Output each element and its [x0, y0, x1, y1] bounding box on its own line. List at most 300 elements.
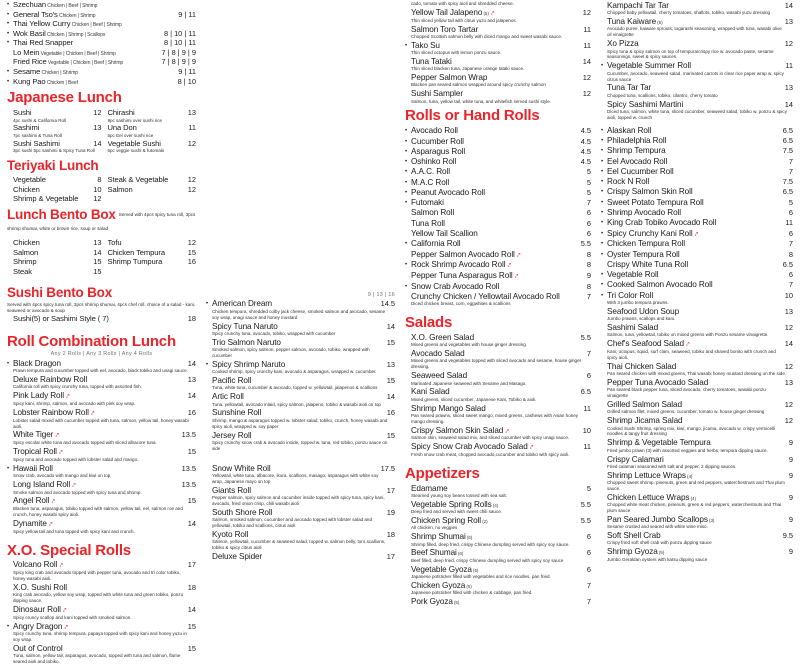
item-price: 12 — [784, 323, 793, 333]
item-description: Cucumber, avocado, seaweed salad, marinated carrots in clear rice paper wrap w. spicy citrus sauce — [607, 70, 784, 82]
item-name: Seafood Udon Soup — [607, 306, 680, 316]
menu-item[interactable] — [206, 486, 395, 495]
menu-item[interactable] — [206, 464, 395, 473]
spicy-icon: ⤤ — [91, 410, 95, 417]
menu-item[interactable] — [405, 260, 591, 270]
menu-item[interactable] — [601, 307, 793, 316]
item-name: Crispy Salmon Skin Salad ⤤ — [411, 425, 509, 435]
item-bullet: • — [405, 262, 408, 269]
menu-item[interactable] — [206, 530, 395, 539]
menu-item[interactable] — [7, 124, 102, 133]
menu-item[interactable] — [601, 100, 793, 109]
item-name: Tuna Tar Tar — [607, 83, 652, 93]
menu-item[interactable] — [7, 140, 102, 149]
item-description: Avocado puree, kaiware sprouts, togarashi seasoning, wrapped with tuna, wasabi olive oil vinaigrette — [607, 26, 782, 38]
spicy-icon: ⤤ — [490, 10, 495, 17]
menu-item[interactable] — [601, 416, 793, 425]
menu-item[interactable] — [206, 338, 395, 347]
menu-item[interactable] — [7, 560, 196, 570]
item-price: 7 — [788, 166, 793, 176]
item-price: 6 — [586, 208, 592, 218]
menu-item[interactable] — [601, 400, 793, 409]
item-description: Chopped white meat chicken, pinenuts, green & red peppers, waterchestnuts and Thai plum sauce — [607, 502, 782, 513]
item-price: 12 — [784, 400, 793, 410]
item-name: Snow Crab Avocado Roll — [411, 281, 500, 291]
menu-item[interactable] — [601, 208, 793, 217]
item-description: Shrimp filled, deep fried, crispy Chinese dumpling served with spicy soy sauce. — [411, 541, 570, 547]
menu-item[interactable] — [206, 322, 395, 331]
item-description: Chopped baby yellowtail, cherry tomatoes, shallots, tobiko, wasabi yuzu dressing — [607, 10, 771, 16]
item-price: 5.5 — [580, 239, 592, 249]
item-name: Vegetable Spring Rolls (4) — [411, 499, 499, 509]
menu-item[interactable] — [405, 282, 591, 291]
menu-item[interactable] — [206, 360, 395, 369]
menu-item[interactable] — [7, 464, 196, 473]
item-price: 8 — [586, 260, 592, 270]
menu-item[interactable] — [601, 493, 793, 502]
menu-item[interactable] — [601, 218, 793, 227]
spacer — [7, 324, 196, 330]
item-bullet: • — [601, 168, 604, 175]
menu-item[interactable] — [601, 187, 793, 196]
menu-item[interactable] — [601, 167, 793, 176]
item-price: 5.5 — [580, 499, 592, 509]
menu-item[interactable] — [601, 339, 793, 349]
menu-item[interactable] — [7, 20, 196, 29]
menu-item[interactable] — [601, 323, 793, 332]
item-name: Giants Roll — [212, 485, 251, 495]
menu-item[interactable] — [405, 548, 591, 557]
item-name: Yellow Tail Scallion — [411, 229, 478, 239]
item-name: Pink Lady Roll ⤤ — [13, 391, 70, 401]
item-name: Tuna Kaiware (5) — [607, 17, 663, 27]
item-bullet: • — [7, 11, 10, 18]
menu-item[interactable] — [7, 78, 196, 87]
item-name: Thai Yellow Curry Chicken | Beef | Shrimp — [13, 20, 122, 29]
item-price: 15 — [187, 447, 196, 457]
menu-item[interactable] — [405, 516, 591, 525]
item-bullet: • — [601, 251, 604, 258]
menu-item[interactable] — [405, 198, 591, 207]
item-price: 13 — [784, 377, 793, 387]
menu-item[interactable] — [601, 270, 793, 279]
item-price: 9.5 — [782, 531, 793, 541]
item-description: Kani, octopus, squid, surf clam, seaweed, tobiko and shaved bonito with crunch and spicy aioli. — [607, 348, 776, 360]
menu-item[interactable] — [7, 239, 102, 248]
item-price: 9 — [788, 514, 793, 524]
menu-item[interactable] — [405, 271, 591, 281]
menu-item[interactable] — [405, 239, 591, 248]
item-price: 17 — [386, 485, 395, 495]
item-price: 15 — [187, 621, 196, 631]
menu-column-1 — [2, 0, 201, 665]
menu-item[interactable] — [405, 126, 591, 135]
menu-item[interactable] — [601, 239, 793, 248]
menu-item[interactable] — [405, 73, 591, 82]
menu-item[interactable] — [601, 291, 793, 300]
menu-item[interactable] — [7, 109, 102, 118]
menu-item[interactable] — [405, 147, 591, 156]
menu-item[interactable] — [7, 408, 196, 418]
item-name: Sashimi Salad — [607, 323, 659, 333]
item-name: Avocado Roll — [411, 126, 458, 136]
menu-item[interactable] — [405, 208, 591, 217]
item-price: 12 — [784, 361, 793, 371]
spicy-icon: ⤤ — [529, 445, 534, 452]
menu-item[interactable] — [206, 392, 395, 401]
item-bullet: • — [601, 179, 604, 186]
item-description: Diced chicken breast, corn, eggwhites & scallions — [411, 301, 511, 307]
menu-item[interactable] — [7, 49, 196, 58]
item-name: Spicy Tuna Naruto — [212, 321, 278, 331]
menu-item[interactable] — [405, 349, 591, 358]
item-quantity: (3) — [707, 517, 715, 523]
menu-item[interactable] — [405, 167, 591, 176]
menu-item[interactable] — [601, 1, 793, 10]
item-name: Chicken — [13, 185, 40, 194]
menu-item[interactable] — [601, 61, 793, 70]
menu-item[interactable] — [601, 547, 793, 556]
menu-item[interactable] — [102, 258, 197, 267]
menu-item[interactable] — [405, 484, 591, 493]
menu-item[interactable] — [601, 146, 793, 155]
item-price: 15 — [187, 247, 196, 257]
menu-item[interactable] — [206, 431, 395, 440]
section-lunch-bento-box — [7, 208, 196, 236]
item-price: 6 — [788, 270, 793, 280]
menu-item[interactable] — [7, 583, 196, 592]
item-price: 11 — [188, 123, 196, 133]
rolls-items — [405, 126, 591, 307]
menu-item[interactable] — [601, 455, 793, 464]
item-price: 12 — [187, 184, 196, 194]
chinese-lunch-continued — [7, 1, 196, 86]
item-name: Kung Pao Chicken | Beef — [13, 77, 78, 86]
item-quantity: (4) — [491, 502, 499, 508]
item-name: Snow White Roll — [212, 463, 271, 473]
menu-item[interactable] — [405, 89, 591, 98]
menu-item[interactable] — [7, 68, 196, 77]
item-bullet: • — [405, 159, 408, 166]
item-bullet: • — [601, 272, 604, 279]
item-description: Prawn tempura and cucumber topped with eel, avocado, black tobiko and unagi sauce. — [13, 368, 188, 374]
item-name: Thai Red Snapper — [13, 39, 74, 48]
menu-item[interactable] — [601, 177, 793, 186]
item-description: Beef filled, deep fried, crispy Chinese dumpling served with spicy soy sauce — [411, 557, 564, 563]
menu-item[interactable] — [405, 426, 591, 436]
menu-item[interactable] — [7, 391, 196, 401]
spacer — [601, 122, 793, 125]
spicy-icon: ⤤ — [48, 522, 53, 529]
spicy-icon: ⤤ — [55, 433, 59, 440]
menu-item[interactable] — [7, 39, 196, 48]
item-description: Spicy crunchy tuna, avocado, tobiko, wrapped with cucumber — [212, 330, 336, 336]
menu-item[interactable] — [405, 597, 591, 606]
item-price: 13 — [784, 17, 793, 27]
item-name: Alaskan Roll — [607, 125, 652, 135]
menu-item[interactable] — [7, 359, 196, 368]
item-description: Shrimp, mango & asparagus topped w. lobster salad, tobiko, crunch, honey wasabi and spicy aioli, wrapped w. soy paper — [212, 417, 388, 429]
menu-item[interactable] — [7, 268, 102, 277]
item-description: Grilled salmon filet, mixed greens, cucumber, tomato w. house ginger dressing — [607, 409, 765, 415]
menu-item[interactable] — [206, 299, 395, 308]
spacer — [405, 459, 591, 462]
menu-item[interactable] — [601, 157, 793, 166]
menu-item[interactable] — [405, 219, 591, 228]
menu-item[interactable] — [7, 375, 196, 384]
item-name: Yellow Tail Jalapeno (5) ⤤ — [411, 7, 495, 17]
item-name: Asparagus Roll — [411, 146, 466, 156]
item-name: Pork Gyoza (5) — [411, 597, 460, 607]
menu-item[interactable] — [601, 471, 793, 480]
menu-item[interactable] — [405, 178, 591, 187]
menu-item[interactable] — [7, 258, 102, 267]
menu-item[interactable] — [601, 362, 793, 371]
teriyaki-lunch-right — [102, 175, 197, 204]
menu-item[interactable] — [405, 404, 591, 413]
menu-item[interactable] — [7, 186, 102, 195]
item-price: 7 — [788, 156, 793, 166]
menu-item[interactable] — [405, 229, 591, 238]
menu-item[interactable] — [601, 378, 793, 387]
appetizers-right-items — [601, 438, 793, 562]
item-price: 5.5 — [580, 516, 592, 526]
item-description: Salmon, smoked salmon, cucumber and avocado topped with lobster salad and yellowtail, tobiko and scallions, citrus aioli — [212, 517, 372, 528]
menu-item[interactable] — [7, 496, 196, 506]
section-rolls-or-hand-rolls: Rolls or Hand Rolls — [405, 107, 540, 125]
xo-rolls-items — [7, 560, 196, 665]
menu-item[interactable] — [102, 239, 197, 248]
item-price: 11 — [583, 403, 592, 413]
item-price: 14 — [187, 391, 196, 401]
item-description: Blacken pan seared salmon wrapped around spicy crunchy salmon — [411, 82, 546, 88]
menu-item[interactable] — [601, 515, 793, 524]
item-price: 14 — [93, 247, 102, 257]
item-name: Spicy Sashimi Martini — [607, 99, 684, 109]
menu-item[interactable] — [601, 260, 793, 269]
menu-item[interactable] — [206, 552, 395, 561]
rolls-right-items — [601, 126, 793, 306]
item-bullet: • — [405, 189, 408, 196]
menu-item[interactable] — [7, 58, 196, 67]
menu-item[interactable] — [7, 1, 196, 10]
menu-item[interactable] — [405, 371, 591, 380]
salads-right-items — [601, 307, 793, 437]
item-price: 7.5 — [782, 177, 793, 187]
menu-item[interactable] — [7, 447, 196, 457]
item-price: 8 | 10 | 11 — [163, 38, 196, 48]
item-price: 18 — [386, 529, 395, 539]
item-name: Spicy Shrimp Naruto — [212, 359, 286, 369]
menu-item[interactable] — [405, 292, 591, 301]
item-description: Marinated Japanese seaweed with Sesame and Masago. — [411, 380, 527, 386]
menu-item[interactable] — [601, 17, 793, 26]
menu-item[interactable] — [601, 531, 793, 540]
section-roll-combination-lunch: Roll Combination Lunch — [7, 332, 176, 350]
menu-item[interactable] — [405, 137, 591, 146]
item-name: Cucumber Roll — [411, 136, 464, 146]
item-name: Tuna Roll — [411, 218, 445, 228]
item-description: Chicken tempura, shredded colby jack cheese, smoked salmon and avocado, sesame soy wrap, unagi sauce and honey mustard — [212, 308, 386, 320]
menu-item[interactable] — [601, 250, 793, 259]
item-name: Sushi — [13, 109, 32, 117]
item-price: 12 — [784, 39, 793, 49]
item-name: Shrimp Tumpura — [107, 258, 163, 267]
menu-item[interactable] — [7, 480, 196, 490]
spicy-icon: ⤤ — [686, 342, 690, 349]
menu-item[interactable] — [102, 249, 197, 258]
menu-item[interactable] — [405, 8, 591, 18]
item-price: 12 — [582, 7, 592, 17]
teriyaki-lunch-left — [7, 175, 102, 204]
item-price: 8 — [788, 249, 793, 259]
item-price: 14 — [187, 519, 196, 529]
item-name: Vegetable — [13, 176, 46, 185]
menu-column-4 — [596, 0, 798, 600]
item-price: 12 — [187, 175, 196, 185]
item-name: South Shore Roll — [212, 507, 273, 517]
item-bullet: • — [7, 623, 10, 630]
menu-item[interactable] — [7, 519, 196, 529]
item-name: Salmon Roll — [411, 208, 455, 218]
menu-item[interactable] — [405, 532, 591, 541]
menu-item[interactable] — [102, 186, 197, 195]
menu-item[interactable] — [7, 30, 196, 39]
item-description: Spicy escolar white tuna and avocado topped with sliced albacore tuna. — [13, 440, 157, 446]
menu-item[interactable] — [405, 565, 591, 574]
item-name: Chef's Seafood Salad ⤤ — [607, 339, 690, 349]
menu-item[interactable] — [405, 188, 591, 197]
menu-item[interactable] — [601, 438, 793, 447]
menu-item[interactable] — [405, 25, 591, 34]
item-description: 6pc veggie sushi & futomaki — [107, 148, 165, 154]
menu-item[interactable] — [405, 500, 591, 509]
item-name: Cooked Salmon Avocado Roll — [607, 280, 713, 290]
menu-item[interactable] — [405, 581, 591, 590]
menu-item[interactable] — [7, 430, 196, 440]
item-bullet: • — [601, 220, 604, 227]
item-description: Fried jumbo prawn (3) with assorted veggies and herbs, tempura dipping sauce. — [607, 447, 768, 453]
menu-item[interactable] — [102, 109, 197, 118]
menu-item[interactable] — [405, 41, 591, 50]
menu-item[interactable] — [7, 315, 196, 324]
item-name: Spicy Snow Crab Avocado Salad ⤤ — [411, 442, 534, 452]
item-price: 13 — [93, 123, 102, 133]
item-description: Fresh snow crab meat, chopped avocado,cucumber and tobiko with spicy aioli. — [411, 452, 570, 458]
lunch-bento-title: Lunch Bento Box — [7, 206, 116, 222]
item-bullet: • — [601, 292, 604, 299]
item-name: Lo Mein Vegetable | Chicken | Beef | Shrimp — [13, 48, 116, 57]
item-name: Trio Salmon Naruto — [212, 337, 281, 347]
item-name: Crispy White Tuna Roll — [607, 259, 689, 269]
spicy-icon: ⤤ — [51, 499, 55, 506]
spicy-icon: ⤤ — [72, 482, 76, 489]
menu-item[interactable] — [405, 387, 591, 396]
menu-item[interactable] — [7, 176, 102, 185]
menu-item[interactable] — [206, 508, 395, 517]
item-name: Pepper Salmon Wrap — [411, 73, 488, 83]
menu-item[interactable] — [7, 249, 102, 258]
menu-item[interactable] — [601, 136, 793, 145]
item-name: Pan Seared Jumbo Scallops (3) — [607, 514, 715, 524]
menu-item[interactable] — [405, 250, 591, 260]
menu-item[interactable] — [7, 644, 196, 653]
item-quantity: (4) — [685, 473, 693, 479]
item-name: Lobster Rainbow Roll ⤤ — [13, 407, 95, 417]
item-name: Salmon — [107, 185, 133, 194]
item-name: Hawaii Roll — [13, 463, 53, 473]
item-price: 11 — [583, 442, 592, 452]
item-price: 12 — [187, 138, 196, 148]
item-quantity: (5) — [471, 567, 479, 573]
menu-item[interactable] — [405, 333, 591, 342]
sushi-bento-items — [7, 315, 196, 324]
item-description: Jumbo prawns, scallops and kani. — [607, 316, 676, 322]
roll-combo-right-items — [206, 299, 395, 451]
menu-item[interactable] — [102, 176, 197, 185]
item-price: 15 — [187, 644, 196, 654]
item-description: Thin sliced octopus with lemon ponzu sauce. — [411, 50, 502, 55]
column2-top-gap — [206, 0, 395, 292]
item-price: 7 — [586, 580, 592, 590]
item-quantity: (5) — [452, 600, 460, 606]
menu-item[interactable] — [601, 126, 793, 135]
item-bullet: • — [405, 283, 408, 290]
menu-item[interactable] — [7, 622, 196, 632]
menu-item[interactable] — [7, 11, 196, 20]
item-description: Mixed greens, sliced cucumber, Japanese Kani, Tobiko & aioli. — [411, 396, 537, 402]
item-price: 4.5 — [580, 126, 592, 136]
item-price: 14.5 — [380, 299, 395, 309]
item-name: Xo Pizza — [607, 39, 639, 49]
spacer — [206, 453, 395, 463]
item-price: 10 — [582, 425, 592, 435]
menu-item[interactable] — [206, 376, 395, 385]
menu-item[interactable] — [405, 57, 591, 66]
menu-item[interactable] — [7, 605, 196, 615]
menu-item[interactable] — [601, 229, 793, 239]
item-price: 9 — [788, 470, 793, 480]
item-price: 18 — [187, 314, 196, 324]
item-name: Seaweed Salad — [411, 371, 468, 381]
item-price: 6.5 — [782, 187, 793, 197]
item-price: 12 — [187, 238, 196, 248]
menu-item[interactable] — [601, 198, 793, 207]
menu-item[interactable] — [405, 442, 591, 452]
item-description: Tuna, white tuna, cucumber & avocado, topped w. yellowtail, jalapenos & scallions — [212, 385, 378, 391]
item-price: 16 — [187, 407, 196, 417]
menu-item[interactable] — [102, 140, 197, 149]
menu-item[interactable] — [7, 195, 102, 204]
menu-item[interactable] — [206, 408, 395, 417]
menu-item[interactable] — [601, 280, 793, 289]
item-description: Smoked salmon, spicy salmon, pepper salmon, avocado, tobiko, wrapped with cucumber — [212, 347, 370, 358]
menu-item[interactable] — [405, 157, 591, 166]
item-variants: Chicken | Shrimp — [57, 12, 96, 19]
item-price: 6 — [586, 564, 592, 574]
item-name: Shrimp & Vegetable — [13, 195, 79, 204]
menu-item[interactable] — [102, 124, 197, 133]
lunch-bento-grid — [7, 238, 196, 276]
spicy-icon: ⤤ — [59, 450, 63, 457]
item-bullet: • — [7, 78, 10, 85]
item-name: Tri Color Roll — [607, 290, 654, 300]
item-description: Jumbo Geraldan oysters with katsu dipping sauce — [607, 556, 708, 562]
item-name: Chicken Spring Roll (2) — [411, 516, 488, 526]
menu-item[interactable] — [601, 39, 793, 48]
appetizers-items — [405, 484, 591, 607]
menu-item[interactable] — [601, 83, 793, 92]
